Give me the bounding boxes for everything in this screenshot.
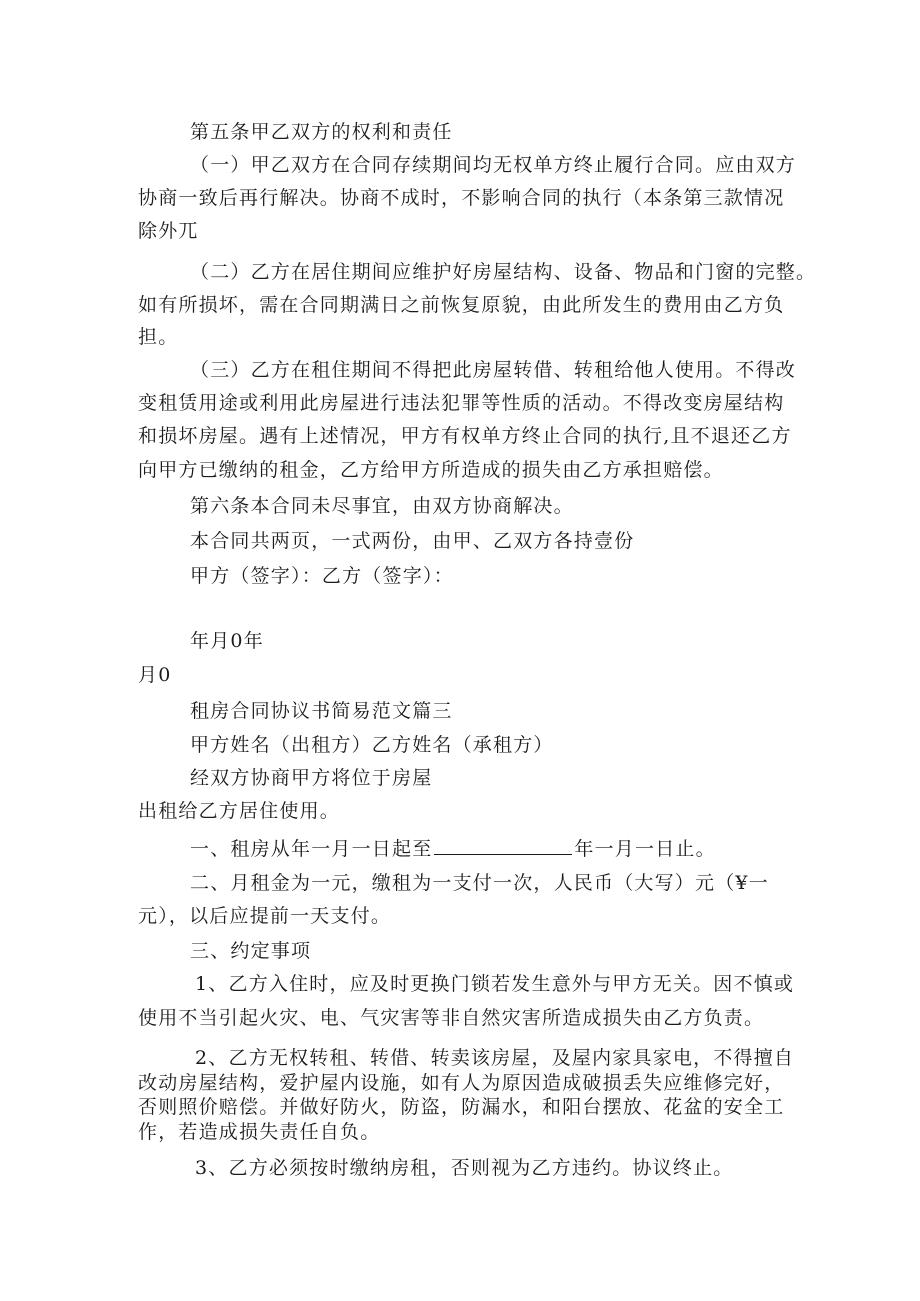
- article-5-clause-1-line-2: 协商一致后再行解决。协商不成时，不影响合同的执行（本条第三款情况: [138, 187, 785, 209]
- date-line-1: 年月0年: [190, 630, 264, 652]
- lease-term-end: 年一月一日止。: [574, 838, 716, 860]
- rent-line-1: 二、月租金为一元，缴租为一支付一次，人民币（大写）元（¥一: [190, 872, 769, 894]
- matter-1-line-2: 使用不当引起火灾、电、气灾害等非自然灾害所造成损失由乙方负责。: [138, 1007, 765, 1029]
- article-5-clause-1-line-3: 除外兀: [138, 220, 199, 242]
- lease-term-start: 一、租房从年一月一日起至: [190, 838, 433, 860]
- article-5-clause-3-line-1: （三）乙方在租住期间不得把此房屋转借、转租给他人使用。不得改: [190, 359, 797, 381]
- rent-line-2: 元），以后应提前一天支付。: [138, 905, 392, 927]
- intro-line-2: 出租给乙方居住使用。: [138, 800, 341, 822]
- article-5-clause-3-line-3: 和损坏房屋。遇有上述情况，甲方有权单方终止合同的执行,且不退还乙方: [138, 425, 792, 447]
- agreed-matters-title: 三、约定事项: [190, 940, 312, 962]
- lease-term-line: [190, 835, 716, 861]
- article-5-clause-2-line-3: 担。: [138, 326, 179, 348]
- date-line-2: 月0: [138, 664, 172, 686]
- matter-2-line-3: 否则照价赔偿。并做好防火，防盗，防漏水，和阳台摆放、花盆的安全工: [138, 1096, 785, 1118]
- parties-line: 甲方姓名（出租方）乙方姓名（承租方）: [190, 734, 554, 756]
- article-5-clause-3-line-4: 向甲方已缴纳的租金，乙方给甲方所造成的损失由乙方承担赔偿。: [138, 459, 724, 481]
- copies-statement: 本合同共两页，一式两份，由甲、乙双方各持壹份: [190, 530, 635, 552]
- intro-line-1: 经双方协商甲方将位于房屋: [190, 767, 433, 789]
- article-5-clause-2-line-2: 如有所损坏，需在合同期满日之前恢复原貌，由此所发生的费用由乙方负: [138, 294, 785, 316]
- matter-2-line-1: 2、乙方无权转租、转借、转卖该房屋，及屋内家具家电，不得擅自: [195, 1047, 795, 1069]
- matter-3-line-1: 3、乙方必须按时缴纳房租，否则视为乙方违约。协议终止。: [195, 1157, 734, 1179]
- matter-1-line-1: 1、乙方入住时，应及时更换门锁若发生意外与甲方无关。因不慎或: [195, 973, 795, 995]
- blank-underline: [434, 835, 572, 855]
- matter-2-line-4: 作，若造成损失责任自负。: [138, 1121, 381, 1143]
- article-5-clause-1-line-1: （一）甲乙双方在合同存续期间均无权单方终止履行合同。应由双方: [190, 154, 797, 176]
- signature-line: 甲方（签字）：乙方（签字）：: [190, 565, 454, 587]
- article-5-clause-3-line-2: 变租赁用途或利用此房屋进行违法犯罪等性质的活动。不得改变房屋结构: [138, 392, 785, 414]
- article-6: 第六条本合同未尽事宜，由双方协商解决。: [190, 495, 574, 517]
- matter-2-line-2: 改动房屋结构，爱护屋内设施，如有人为原因造成破损丢失应维修完好，: [138, 1072, 785, 1094]
- article-5-clause-2-line-1: （二）乙方在居住期间应维护好房屋结构、设备、物品和门窗的完整。: [190, 261, 817, 283]
- section-3-title: 租房合同协议书简易范文篇三: [190, 700, 453, 722]
- article-5-title: 第五条甲乙双方的权利和责任: [190, 121, 453, 143]
